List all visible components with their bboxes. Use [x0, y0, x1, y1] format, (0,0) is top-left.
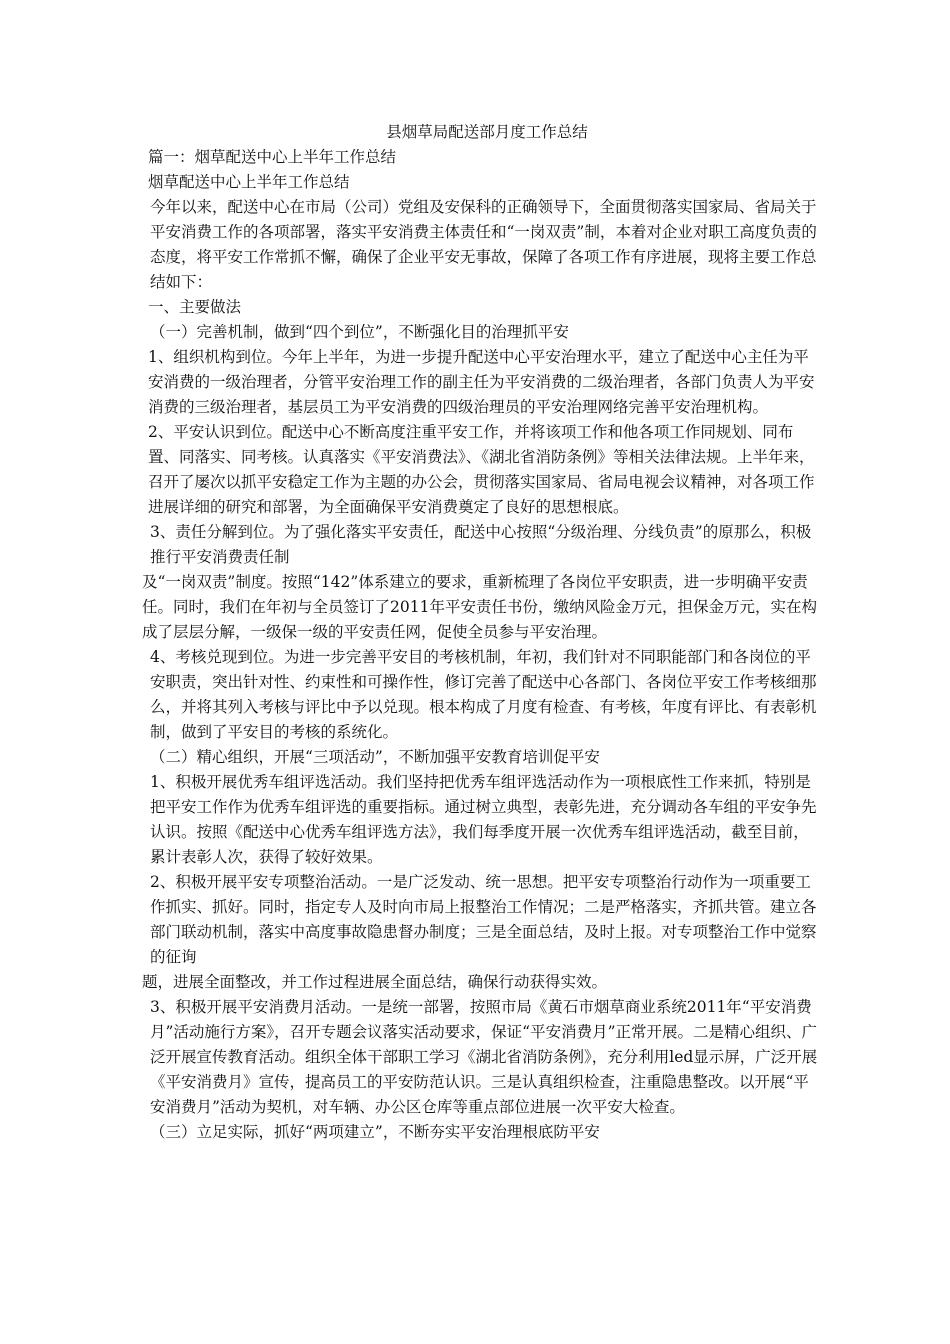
paragraph: 1、积极开展优秀车组评选活动。我们坚持把优秀车组评选活动作为一项根底性工作来抓，特别是把平安工作作为优秀车组评选的重要指标。通过树立典型，表彰先进，充分调动各车组的平安争先认识。按照《配送中心优秀车组评选方法》，我们每季度开展一次优秀车组评选活动，截至目前，累计表彰人次，获得了较好效果。 [150, 773, 817, 866]
document-title: 县烟草局配送部月度工作总结 [386, 123, 588, 141]
paragraph: 2、积极开展平安专项整治活动。一是广泛发动、统一思想。把平安专项整治行动作为一项重要工作抓实、抓好。同时，指定专人及时向市局上报整治工作情况；二是严格落实，齐抓共管。建立各部门联动机制，落实中高度事故隐患督办制度；三是全面总结，及时上报。对专项整治工作中觉察的征询 [150, 873, 817, 966]
paragraph: 烟草配送中心上半年工作总结 [148, 173, 350, 191]
paragraph: 今年以来，配送中心在市局（公司）党组及安保科的正确领导下，全面贯彻落实国家局、省局关于平安消费工作的各项部署，落实平安消费主体责任和“一岗双责”制，本着对企业对职工高度负责的态度，将平安工作常抓不懈，确保了企业平安无事故，保障了各项工作有序进展，现将主要工作总结如下： [150, 198, 817, 291]
document-body [142, 120, 822, 1145]
subsection-heading: （三）立足实际，抓好“两项建立”，不断夯实平安治理根底防平安 [150, 1123, 600, 1141]
paragraph: 篇一：烟草配送中心上半年工作总结 [148, 148, 397, 166]
paragraph: 题，进展全面整改，并工作过程进展全面总结，确保行动获得实效。 [142, 973, 608, 991]
paragraph: 及“一岗双责”制度。按照“142”体系建立的要求，重新梳理了各岗位平安职责，进一步明确平安责任。同时，我们在年初与全员签订了2011年平安责任书份，缴纳风险金万元，担保金万元，实在构成了层层分解，一级保一级的平安责任网，促使全员参与平安治理。 [142, 573, 817, 641]
paragraph: 3、责任分解到位。为了强化落实平安责任，配送中心按照“分级治理、分线负责”的原那么，积极推行平安消费责任制 [150, 523, 812, 566]
paragraph: 1、组织机构到位。今年上半年，为进一步提升配送中心平安治理水平，建立了配送中心主任为平安消费的一级治理者，分管平安治理工作的副主任为平安消费的二级治理者，各部门负责人为平安消费的三级治理者，基层员工为平安消费的四级治理员的平安治理网络完善平安治理机构。 [148, 348, 815, 416]
paragraph: 4、考核兑现到位。为进一步完善平安目的考核机制，年初，我们针对不同职能部门和各岗位的平安职责，突出针对性、约束性和可操作性，修订完善了配送中心各部门、各岗位平安工作考核细那么，并将其列入考核与评比中予以兑现。根本构成了月度有检查、有考核，年度有评比、有表彰机制，做到了平安目的考核的系统化。 [150, 648, 817, 741]
subsection-heading: （一）完善机制，做到“四个到位”，不断强化目的治理抓平安 [150, 323, 569, 341]
subsection-heading: （二）精心组织，开展“三项活动”，不断加强平安教育培训促平安 [150, 748, 600, 766]
section-heading: 一、主要做法 [148, 298, 242, 316]
paragraph: 2、平安认识到位。配送中心不断高度注重平安工作，并将该项工作和他各项工作同规划、同布置、同落实、同考核。认真落实《平安消费法》、《湖北省消防条例》等相关法律法规。上半年来，召开了屡次以抓平安稳定工作为主题的办公会，贯彻落实国家局、省局电视会议精神，对各项工作进展详细的研究和部署，为全面确保平安消费奠定了良好的思想根底。 [148, 423, 815, 516]
paragraph: 3、积极开展平安消费月活动。一是统一部署，按照市局《黄石市烟草商业系统2011年“平安消费月”活动施行方案》，召开专题会议落实活动要求，保证“平安消费月”正常开展。二是精心组织、广泛开展宣传教育活动。组织全体干部职工学习《湖北省消防条例》，充分利用led显示屏，广泛开展《平安消费月》宣传，提高员工的平安防范认识。三是认真组织检查，注重隐患整改。以开展“平安消费月”活动为契机，对车辆、办公区仓库等重点部位进展一次平安大检查。 [150, 998, 818, 1116]
